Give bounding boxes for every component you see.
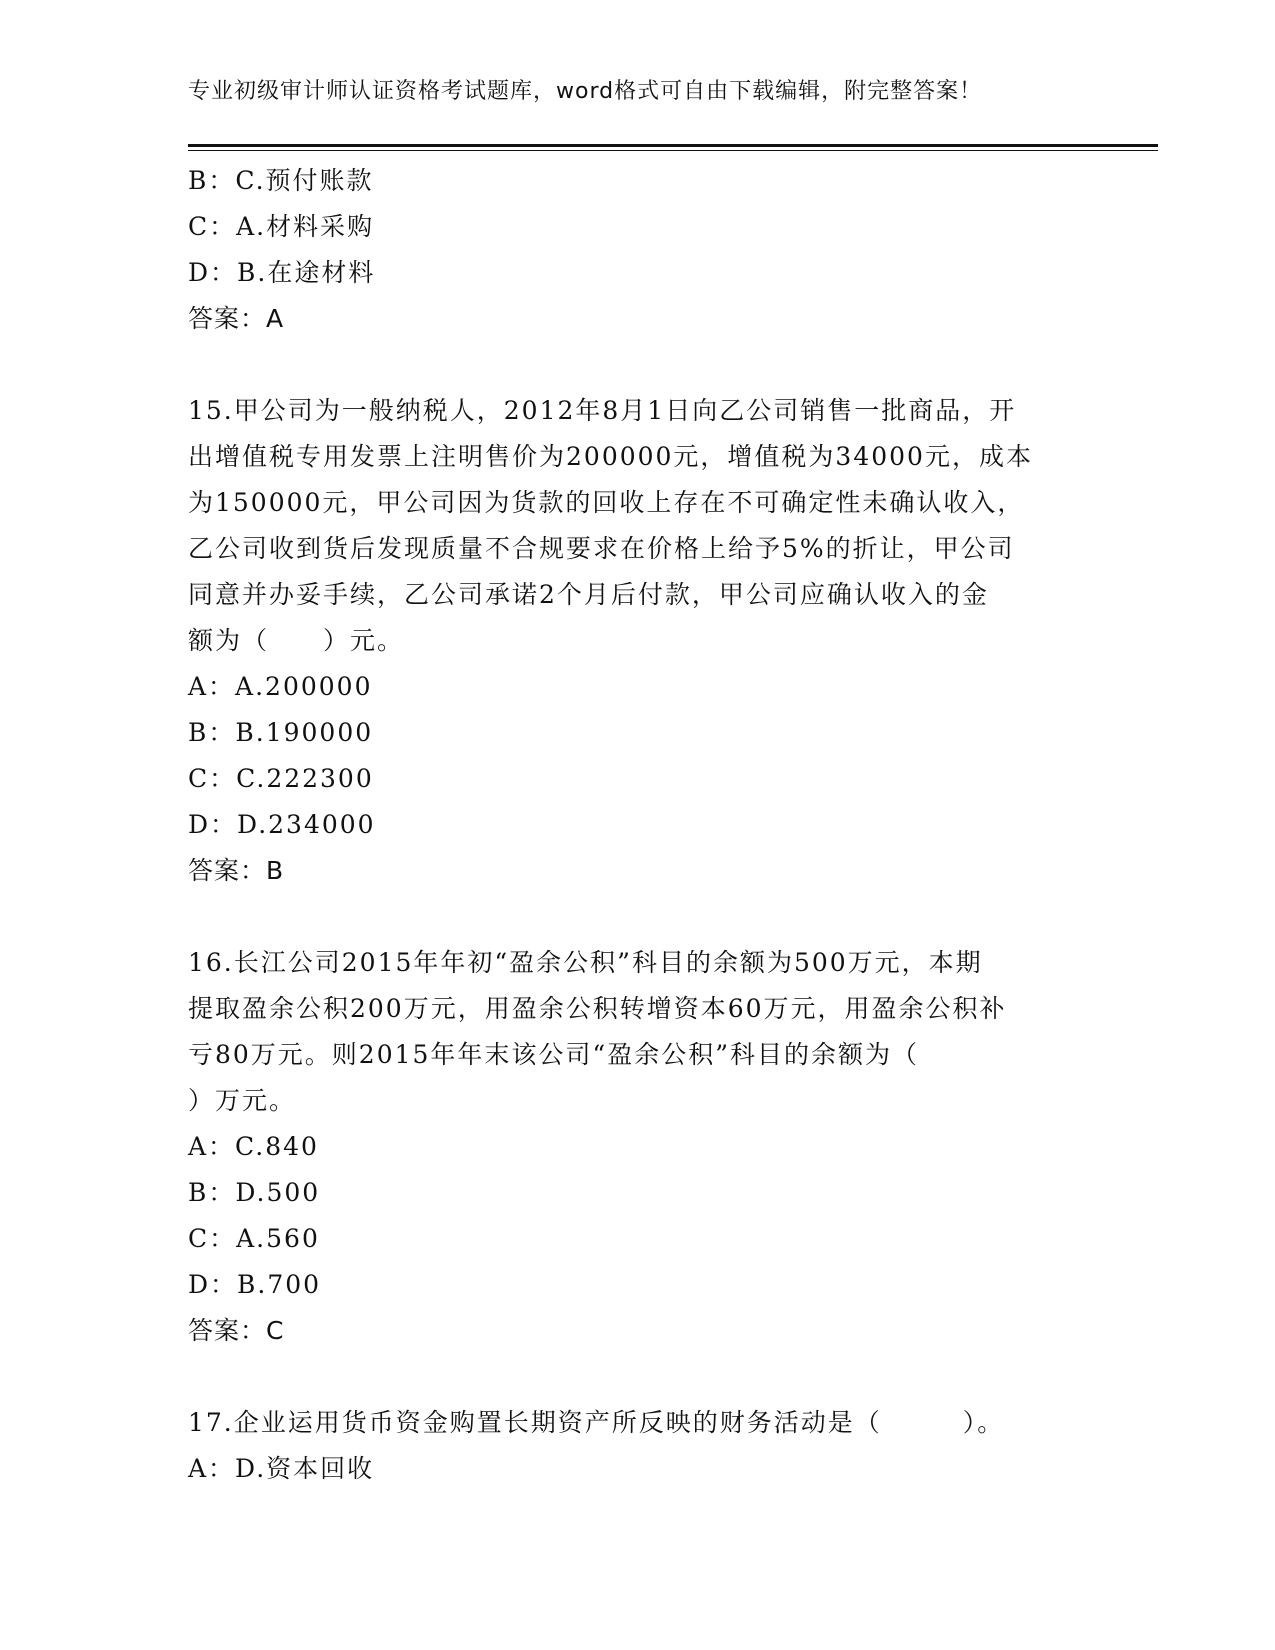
question-stem-line: 提取盈余公积200万元，用盈余公积转增资本60万元，用盈余公积补	[188, 994, 1007, 1023]
option-a: A：A.200000	[188, 672, 373, 701]
option-b: B：B.190000	[188, 718, 374, 747]
option-a: A：C.840	[188, 1132, 319, 1161]
option-d: D：B.700	[188, 1270, 322, 1299]
question-stem-line: 出增值税专用发票上注明售价为200000元，增值税为34000元，成本	[188, 442, 1033, 471]
option-c: C：A.560	[188, 1224, 320, 1253]
question-16	[188, 940, 1108, 1354]
question-15	[188, 388, 1108, 894]
question-stem-line: ）万元。	[188, 1086, 297, 1115]
option-d: D：D.234000	[188, 810, 376, 839]
answer: 答案：A	[188, 304, 285, 333]
question-stem-line: 15.甲公司为一般纳税人，2012年8月1日向乙公司销售一批商品，开	[188, 396, 1017, 425]
question-stem-line: 同意并办妥手续，乙公司承诺2个月后付款，甲公司应确认收入的金	[188, 580, 989, 609]
page-header: 专业初级审计师认证资格考试题库，word格式可自由下载编辑，附完整答案！	[188, 79, 983, 104]
question-14	[188, 158, 1108, 342]
header-rule-thin	[188, 150, 1158, 151]
question-stem-line: 为150000元，甲公司因为货款的回收上存在不可确定性未确认收入，	[188, 488, 1025, 517]
question-stem-line: 乙公司收到货后发现质量不合规要求在价格上给予5%的折让，甲公司	[188, 534, 1015, 563]
question-17	[188, 1400, 1108, 1492]
option-b: B：C.预付账款	[188, 166, 374, 195]
question-stem-line: 额为（ ）元。	[188, 626, 405, 655]
answer: 答案：B	[188, 856, 285, 885]
option-c: C：A.材料采购	[188, 212, 375, 241]
answer: 答案：C	[188, 1316, 285, 1345]
question-stem-line: 17.企业运用货币资金购置长期资产所反映的财务活动是（ ）。	[188, 1408, 1005, 1437]
question-stem-line: 16.长江公司2015年年初“盈余公积”科目的余额为500万元，本期	[188, 948, 983, 977]
option-d: D：B.在途材料	[188, 258, 376, 287]
option-c: C：C.222300	[188, 764, 374, 793]
header-rule-thick	[188, 144, 1158, 147]
document-body	[188, 158, 1108, 1492]
question-stem-line: 亏80万元。则2015年年末该公司“盈余公积”科目的余额为（	[188, 1040, 919, 1069]
option-b: B：D.500	[188, 1178, 321, 1207]
option-a: A：D.资本回收	[188, 1454, 375, 1483]
